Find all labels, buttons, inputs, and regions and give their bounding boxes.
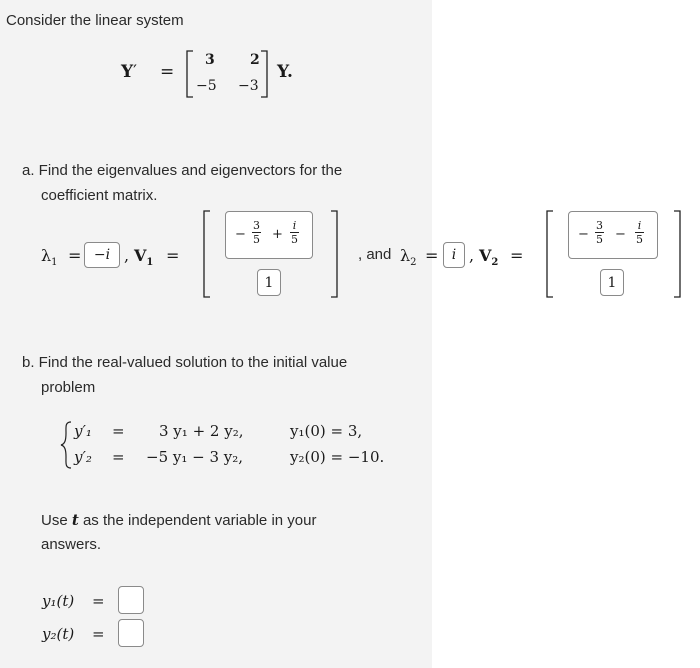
v1-left-bracket — [203, 210, 211, 298]
eq1-initial-condition: y₁(0) = 3, — [290, 422, 363, 440]
part-b-line1: b. Find the real-valued solution to the initial value — [22, 354, 348, 371]
v2-bottom-answer-input[interactable]: 1 — [600, 269, 624, 296]
lambda1-equals: = — [68, 246, 82, 265]
part-b-line2: problem — [41, 379, 96, 396]
matrix-entry-a11: 3 — [205, 52, 215, 68]
v2-equals: = — [510, 246, 524, 265]
eq1-lhs: y′₁ — [74, 422, 92, 440]
v2-top-answer-input[interactable] — [568, 211, 658, 259]
v2-right-bracket — [673, 210, 681, 298]
matrix-entry-a22: −3 — [238, 78, 259, 94]
v1-equals: = — [166, 246, 180, 265]
y1-equals: = — [92, 592, 105, 610]
matrix-entry-a12: 2 — [250, 52, 260, 68]
v1-top-fraction1: $\frac{3}{5}$ — [253, 219, 260, 246]
eq2-rhs: −5 y₁ − 3 y₂, — [146, 448, 244, 466]
y-vector-rhs: Y. — [277, 62, 293, 82]
comma-1: , — [124, 246, 130, 265]
lambda1-label: $\lambda_1$ — [41, 246, 58, 269]
equals-sign: = — [160, 62, 175, 82]
lambda2-equals: = — [425, 246, 439, 265]
eq1-equals: = — [112, 422, 125, 440]
v2-top-fraction1: $\frac{3}{5}$ — [596, 219, 603, 246]
and-text: , and — [358, 246, 392, 263]
v1-top-fraction2: $\frac{i}{5}$ — [291, 219, 298, 246]
part-a-line1: a. Find the eigenvalues and eigenvectors for the — [22, 162, 343, 179]
v1-right-bracket — [330, 210, 338, 298]
y2-equals: = — [92, 625, 105, 643]
y1-label: y₁(t) — [42, 592, 75, 610]
v2-top-minus2: − — [615, 227, 626, 242]
y2-answer-input[interactable] — [118, 619, 144, 647]
v1-top-answer-input[interactable] — [225, 211, 313, 259]
eq1-rhs: 3 y₁ + 2 y₂, — [159, 422, 244, 440]
eq2-equals: = — [112, 448, 125, 466]
lambda2-answer-input[interactable]: i — [443, 242, 465, 268]
y-vector-label: Y′ — [121, 62, 138, 82]
v2-top-fraction2: $\frac{i}{5}$ — [636, 219, 643, 246]
v1-label: $V_1$ — [134, 246, 154, 269]
eq2-initial-condition: y₂(0) = −10. — [290, 448, 385, 466]
y2-label: y₂(t) — [42, 625, 75, 643]
v1-top-plus: + — [272, 227, 283, 242]
lambda2-label: $\lambda_2$ — [400, 246, 417, 269]
y1-answer-input[interactable] — [118, 586, 144, 614]
matrix-right-bracket — [260, 50, 268, 98]
use-t-instruction: Use t as the independent variable in your — [41, 511, 317, 529]
answers-text: answers. — [41, 536, 102, 553]
intro-text: Consider the linear system — [6, 12, 184, 29]
v1-bottom-answer-input[interactable]: 1 — [257, 269, 281, 296]
v1-top-minus: − — [235, 227, 246, 242]
matrix-left-bracket — [186, 50, 194, 98]
comma-2: , — [469, 246, 475, 265]
eq2-lhs: y′₂ — [74, 448, 92, 466]
part-a-line2: coefficient matrix. — [41, 187, 158, 204]
v2-top-minus: − — [578, 227, 589, 242]
system-left-brace — [60, 421, 72, 469]
lambda1-answer-input[interactable]: −i — [84, 242, 120, 268]
matrix-entry-a21: −5 — [196, 78, 217, 94]
v2-label: $V_2$ — [479, 246, 499, 269]
v2-left-bracket — [546, 210, 554, 298]
